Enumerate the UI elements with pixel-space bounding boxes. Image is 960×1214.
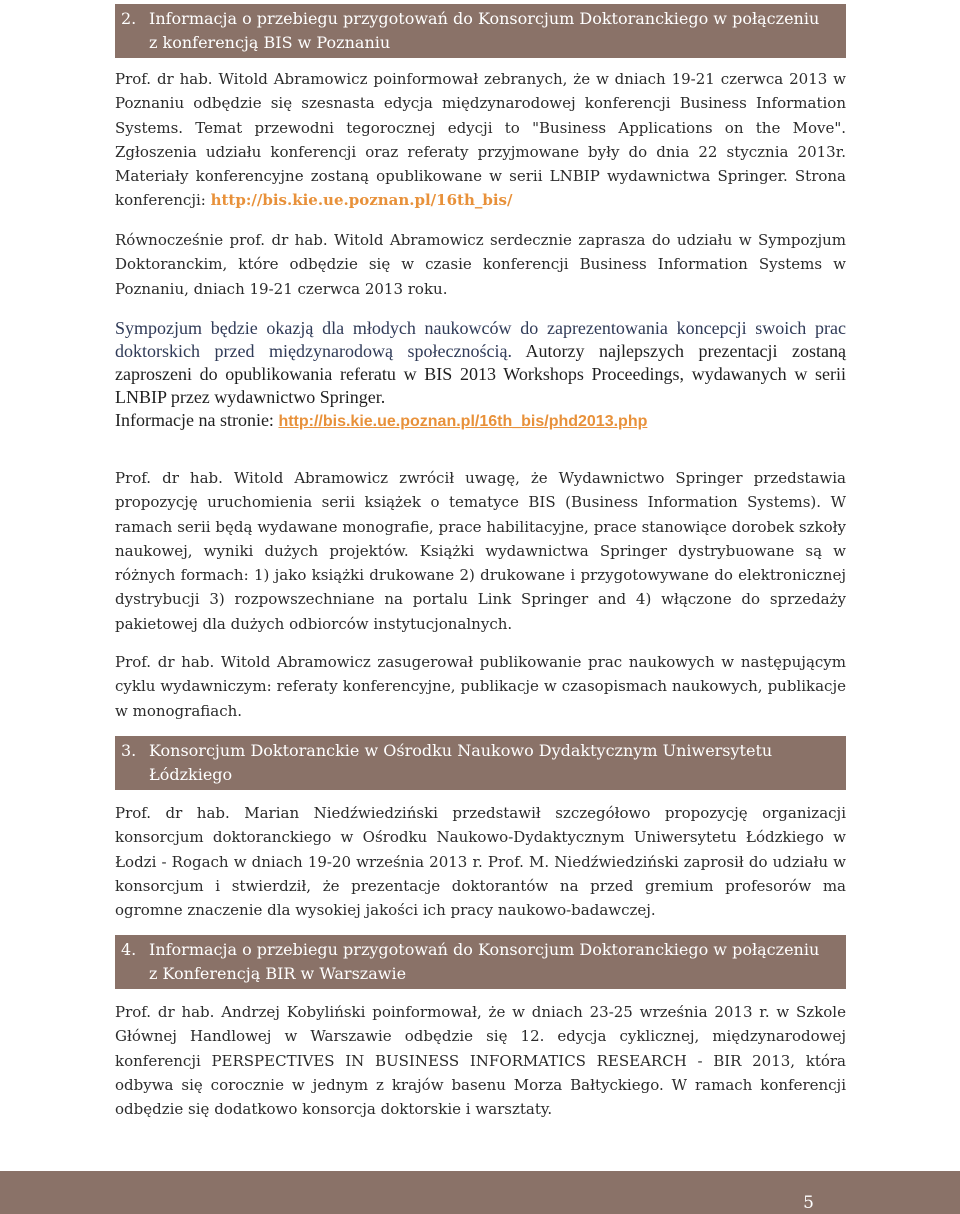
section-number: 4. [121, 940, 137, 959]
section-title: Informacja o przebiegu przygotowań do Konsorcjum Doktoranckiego w połączeniu [149, 9, 820, 28]
page-number: 5 [803, 1193, 814, 1213]
paragraph-lodz-consortium: Prof. dr hab. Marian Niedźwiedziński przedstawił szczegółowo propozycję organizacji konsorcjum doktoranckiego w Ośrodku Naukowo-Dydaktycznym Uniwersytetu Łódzkiego w Łodzi - Rogach w dniach 19-20 września 2013 r. Prof. M. Niedźwiedziński zaprosił do udziału w konsorcjum i stwierdził, że prezentacje doktorantów na przed gremium profesorów ma ogromne znaczenie dla wysokiej jakości ich pracy naukowo-badawczej. [115, 804, 846, 920]
paragraph-bir-conference: Prof. dr hab. Andrzej Kobyliński poinformował, że w dniach 23-25 września 2013 r. w Szkole Głównej Handlowej w Warszawie odbędzie się 12. edycja cyklicznej, międzynarodowej konferencji PERSPECTIVES IN BUSINESS INFORMATICS RESEARCH - BIR 2013, która odbywa się corocznie w jednym z krajów basenu Morza Bałtyckiego. W ramach konferencji odbędzie się dodatkowo konsorcja doktorskie i warsztaty. [115, 1003, 846, 1119]
paragraph-doctoral-symposium: Równocześnie prof. dr hab. Witold Abramowicz serdecznie zaprasza do udziału w Sympozjum Doktoranckim, które odbędzie się w czasie konferencji Business Information Systems w Poznaniu, dniach 19-21 czerwca 2013 roku. [115, 231, 846, 298]
section-title: Informacja o przebiegu przygotowań do Konsorcjum Doktoranckiego w połączeniu [149, 940, 820, 959]
paragraph-text-highlight: Sympozjum będzie okazją dla młodych naukowców do zaprezentowania koncepcji swoich prac doktorskich przed międzynarodową społecznością. [115, 318, 846, 361]
section-title: Konsorcjum Doktoranckie w Ośrodku Naukowo Dydaktycznym Uniwersytetu [149, 741, 773, 760]
paragraph-bis-conference [115, 67, 846, 213]
paragraph-symposium-info [115, 317, 846, 433]
section-title-cont: z konferencją BIS w Poznaniu [149, 33, 391, 52]
bis-conference-link[interactable]: http://bis.kie.ue.poznan.pl/16th_bis/ [210, 191, 513, 210]
info-label: Informacje na stronie: [115, 410, 279, 430]
phd-symposium-link[interactable]: http://bis.kie.ue.poznan.pl/16th_bis/phd2013.php [278, 413, 648, 430]
section-number: 2. [121, 9, 137, 28]
section-2-heading [115, 4, 846, 58]
section-title-cont: Łódzkiego [149, 765, 233, 784]
paragraph-text: Autorzy najlepszych prezentacji zostaną zaproszeni do opublikowania referatu w BIS 2013 Workshops Proceedings, wydawanych w serii LNBIP przez wydawnictwo Springer. [115, 341, 846, 407]
section-3-heading [115, 736, 846, 790]
paragraph-text: Prof. dr hab. Witold Abramowicz poinformował zebranych, że w dniach 19-21 czerwca 2013 w Poznaniu odbędzie się szesnasta edycja międzynarodowej konferencji Business Information Systems. Temat przewodni tegorocznej edycji to "Business Applications on the Move". Zgłoszenia udziału konferencji oraz referaty przyjmowane były do dnia 22 stycznia 2013r. Materiały konferencyjne zostaną opublikowane w serii LNBIP wydawnictwa Springer. Strona konferencji: [115, 70, 846, 210]
paragraph-springer-series: Prof. dr hab. Witold Abramowicz zwrócił uwagę, że Wydawnictwo Springer przedstawia propozycję uruchomienia serii książek o tematyce BIS (Business Information Systems). W ramach serii będą wydawane monografie, prace habilitacyjne, prace stanowiące dorobek szkoły naukowej, wyniki dużych projektów. Książki wydawnictwa Springer dystrybuowane są w różnych formach: 1) jako książki drukowane 2) drukowane i przygotowywane do elektronicznej dystrybucji 3) rozpowszechniane na portalu Link Springer and 4) włączone do sprzedaży pakietowej dla dużych odbiorców instytucjonalnych. [115, 469, 846, 633]
section-4-heading [115, 935, 846, 989]
paragraph-publishing-cycle: Prof. dr hab. Witold Abramowicz zasugerował publikowanie prac naukowych w następującym cyklu wydawniczym: referaty konferencyjne, publikacje w czasopismach naukowych, publikacje w monografiach. [115, 653, 846, 720]
section-title-cont: z Konferencją BIR w Warszawie [149, 964, 407, 983]
page-footer [0, 1171, 960, 1214]
section-number: 3. [121, 741, 137, 760]
